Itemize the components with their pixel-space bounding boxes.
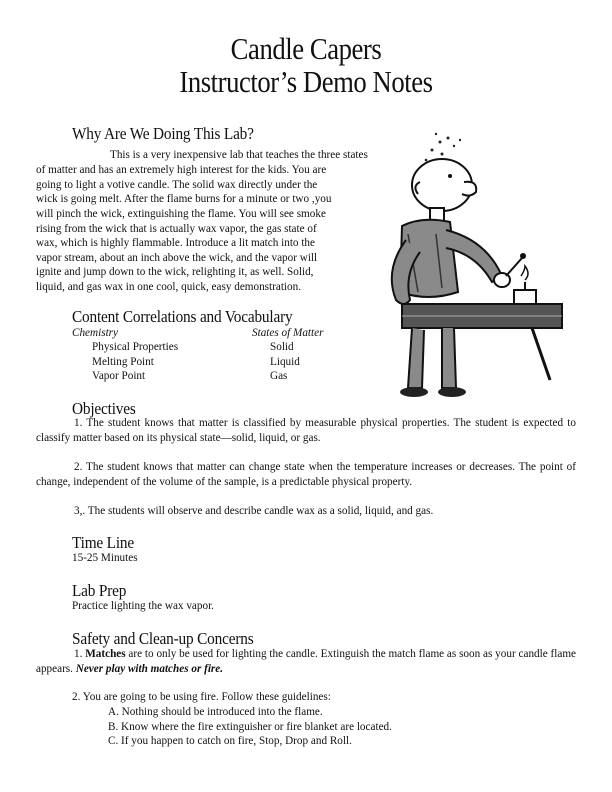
safety-item-1-text: are to only be used for lighting the candle. Extinguish the match flame as soon as your candle flame appears. xyxy=(36,648,576,675)
safety-item-2: 2. You are going to be using fire. Follow these guidelines: xyxy=(72,691,331,703)
col1-item: Physical Properties xyxy=(92,341,179,353)
content-heading: Content Correlations and Vocabulary xyxy=(72,307,293,326)
why-line: This is a very inexpensive lab that teaches the three states xyxy=(110,149,368,161)
col1-header: Chemistry xyxy=(72,327,118,339)
timeline-heading: Time Line xyxy=(72,533,135,552)
safety-heading: Safety and Clean-up Concerns xyxy=(72,629,254,648)
labprep-heading: Lab Prep xyxy=(72,581,127,600)
why-line: ignite and jump down to the wick, relighting it, as well. Solid, xyxy=(36,266,314,278)
timeline-text: 15-25 Minutes xyxy=(72,552,138,564)
why-line: rising from the wick that is actually wax vapor, the gas state of xyxy=(36,223,317,235)
safety-guideline: C. If you happen to catch on fire, Stop, Drop and Roll. xyxy=(108,735,352,747)
objectives-heading: Objectives xyxy=(72,399,136,418)
labprep-text: Practice lighting the wax vapor. xyxy=(72,600,214,612)
objective-item: 3,. The students will observe and describe candle wax as a solid, liquid, and gas. xyxy=(74,505,434,517)
page-title: Candle Capers xyxy=(230,31,382,66)
why-heading: Why Are We Doing This Lab? xyxy=(72,124,254,143)
safety-item-1-bold: Matches xyxy=(85,648,126,660)
col1-item: Vapor Point xyxy=(92,370,146,382)
col2-item: Solid xyxy=(270,341,294,353)
col1-item: Melting Point xyxy=(92,356,154,368)
col2-item: Liquid xyxy=(270,356,300,368)
why-line: wax, which is highly flammable. Introduce a lit match into the xyxy=(36,237,315,249)
why-line: liquid, and gas wax in one cool, quick, easy demonstration. xyxy=(36,281,302,293)
why-line: of matter and has an extremely high interest for the kids. You are xyxy=(36,164,327,176)
safety-guideline: B. Know where the fire extinguisher or fire blanket are located. xyxy=(108,721,392,733)
why-line: wick is going melt. After the flame burns for a minute or two ,you xyxy=(36,193,332,205)
col2-header: States of Matter xyxy=(252,327,324,339)
why-line: vapor stream, about an inch above the wick, and the vapor will xyxy=(36,252,318,264)
safety-item-1-italic: Never play with matches or fire. xyxy=(75,662,224,675)
objective-item: 1. The student knows that matter is classified by measurable physical properties. The student is expected to classify matter based on its physical state—solid, liquid, or gas. xyxy=(36,417,576,444)
why-line: going to light a votive candle. The solid wax directly under the xyxy=(36,179,318,191)
objective-item: 2. The student knows that matter can change state when the temperature increases or decreases. The point of change, independent of the volume of the sample, is a predictable physical property. xyxy=(36,461,576,488)
safety-guideline: A. Nothing should be introduced into the flame. xyxy=(108,706,323,718)
page-subtitle: Instructor’s Demo Notes xyxy=(179,64,433,99)
col2-item: Gas xyxy=(270,370,288,382)
why-line: will pinch the wick, extinguishing the flame. You will see smoke xyxy=(36,208,326,220)
safety-item-1 xyxy=(36,647,576,676)
safety-item-1-prefix: 1. xyxy=(74,648,86,660)
scientist-illustration xyxy=(372,130,567,400)
